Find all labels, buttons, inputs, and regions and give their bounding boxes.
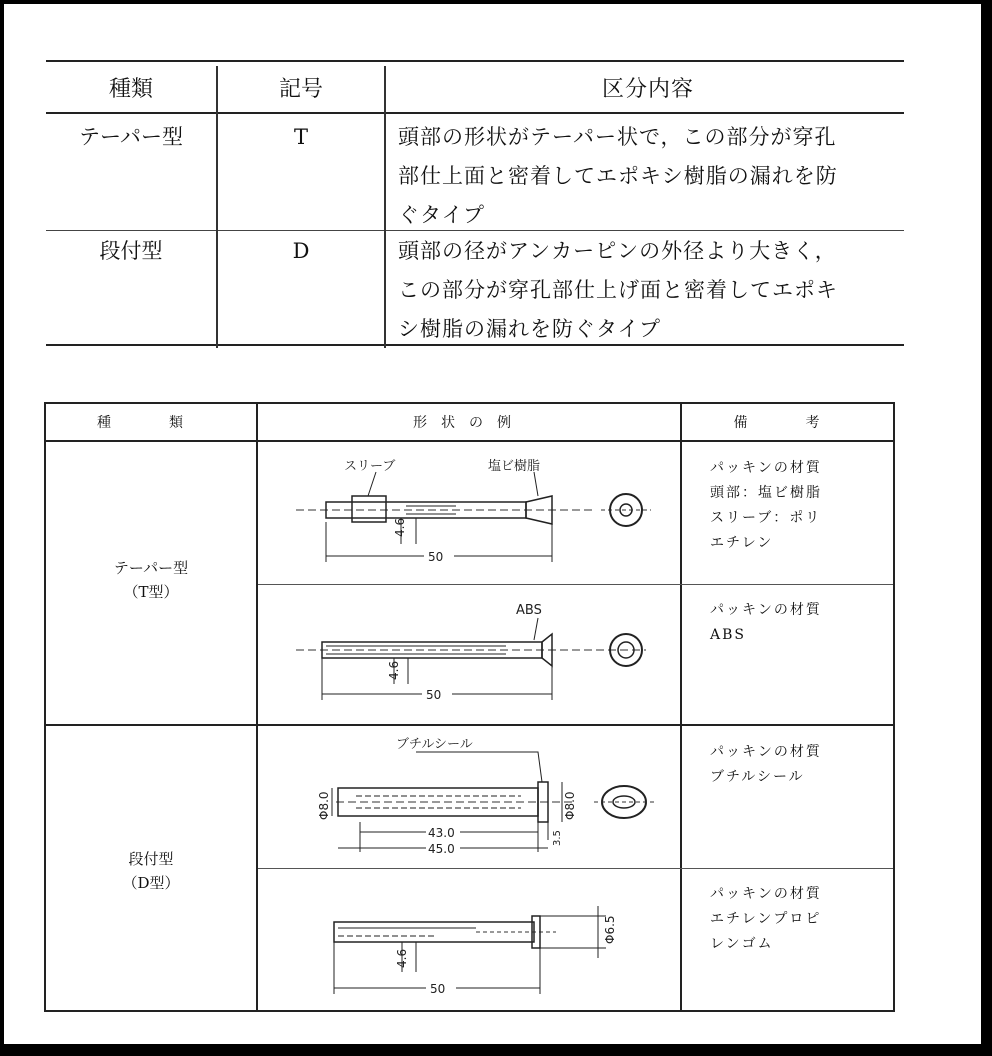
header-type: 種 類: [97, 415, 205, 431]
table-top-rule: [46, 60, 904, 62]
note-stepped-1: パッキンの材質 ブチルシール: [710, 744, 822, 785]
header-symbol: 記号: [278, 77, 323, 102]
row-description-taper: 頭部の形状がテーパー状で，この部分が穿孔 部仕上面と密着してエポキシ樹脂の漏れを防 ぐタイプ: [398, 125, 838, 227]
label-butyl-seal: ブチルシール: [396, 737, 473, 752]
header-notes: 備 考: [733, 415, 842, 431]
group-stepped: 段付型 （D型）: [122, 850, 180, 892]
row-description-stepped: 頭部の径がアンカーピンの外径より大きく， この部分が穿孔部仕上げ面と密着してエポキ シ樹脂の漏れを防ぐタイプ: [398, 239, 838, 341]
dim-head-diameter: Φ6.5: [603, 915, 617, 944]
figure-taper-abs: [276, 594, 676, 719]
dim-diameter: 4.6: [387, 660, 401, 680]
row-divider: [258, 584, 893, 585]
header-type: 種類: [108, 77, 153, 102]
dim-length: 50: [426, 688, 442, 702]
figure-taper-sleeve: [276, 452, 676, 582]
note-taper-1: パッキンの材質 頭部：塩ビ樹脂 スリーブ：ポリ エチレン: [710, 460, 822, 551]
label-abs: ABS: [516, 603, 542, 618]
group-taper: テーパー型 （T型）: [113, 559, 189, 601]
group-divider: [46, 724, 893, 726]
column-divider: [256, 404, 258, 1010]
row-type-taper: テーパー型: [79, 125, 183, 149]
dim-length-43: 43.0: [428, 826, 455, 840]
row-type-stepped: 段付型: [99, 239, 163, 263]
header-description: 区分内容: [601, 77, 694, 102]
dim-shaft-diameter: Φ8.0: [317, 791, 331, 820]
header-shape: 形状の例: [413, 415, 525, 431]
document-page: [4, 4, 981, 1044]
figure-stepped-epdm: [276, 882, 676, 1007]
column-divider: [384, 66, 386, 348]
dim-diameter: 4.6: [393, 517, 407, 537]
row-symbol-taper: T: [293, 125, 308, 149]
label-sleeve: スリーブ: [344, 459, 396, 474]
figure-stepped-butyl: [276, 736, 676, 866]
dim-shaft-diameter: 4.6: [395, 948, 409, 968]
dim-length-45: 45.0: [428, 842, 455, 856]
dim-step: 3.5: [552, 830, 563, 846]
column-divider: [680, 404, 682, 1010]
row-symbol-stepped: D: [292, 239, 310, 263]
header-rule: [46, 112, 904, 114]
dim-length: 50: [430, 982, 446, 996]
shape-example-table: [44, 402, 895, 1012]
label-pvc-resin: 塩ビ樹脂: [488, 459, 541, 474]
dim-head-diameter: Φ8.0: [563, 791, 577, 820]
dim-length: 50: [428, 550, 444, 564]
row-divider: [258, 868, 893, 869]
note-taper-2: パッキンの材質 ABS: [710, 602, 822, 643]
note-stepped-2: パッキンの材質 エチレンプロピ レンゴム: [710, 886, 822, 952]
